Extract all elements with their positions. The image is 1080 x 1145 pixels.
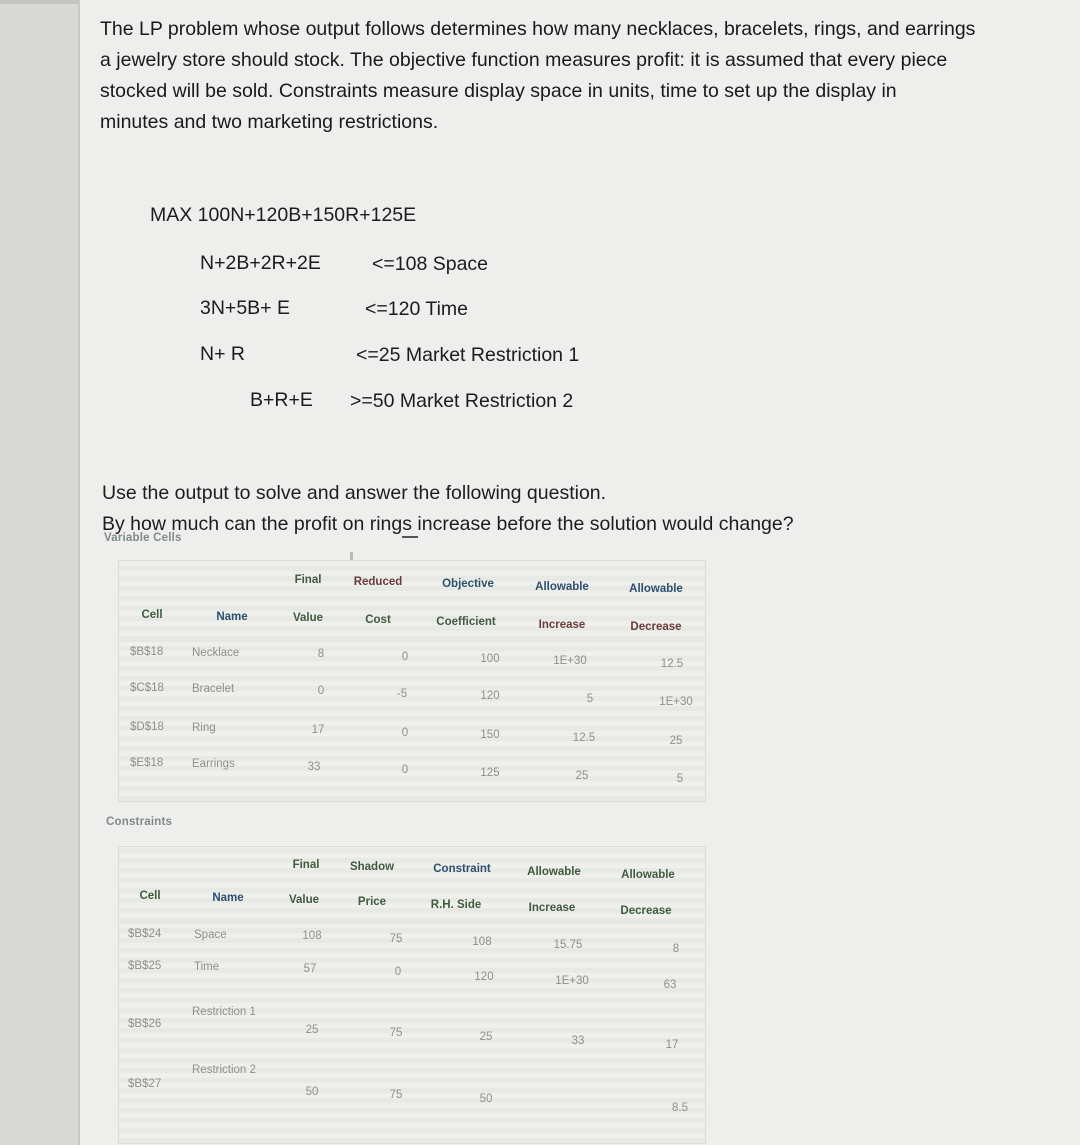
ct-row4-cell: $B$27: [128, 1078, 162, 1090]
vc-row1-name: Necklace: [192, 647, 240, 659]
ct-row1-allow-dec: 8: [672, 943, 680, 955]
ct-row4-final: 50: [305, 1086, 319, 1098]
vc-header-reduced: Reduced: [353, 576, 403, 588]
ct-row2-cell: $B$25: [128, 960, 162, 972]
vc-row4-allow-inc: 25: [575, 770, 589, 782]
vc-header-objective: Objective: [442, 578, 494, 590]
vc-row2-cell: $C$18: [130, 682, 164, 694]
question-instruction: Use the output to solve and answer the following question.: [102, 482, 607, 504]
vc-row2-objective: 120: [480, 690, 500, 702]
ct-row3-cell: $B$26: [128, 1018, 162, 1030]
ct-row4-shadow-price: 75: [389, 1089, 403, 1101]
vc-row2-allow-inc: 5: [586, 693, 594, 705]
vc-header-name: Name: [216, 611, 248, 623]
ct-header-shadow: Shadow: [349, 861, 395, 873]
vc-row3-allow-inc: 12.5: [572, 732, 596, 744]
variable-table-header-rule: [120, 640, 704, 642]
ct-row3-final: 25: [305, 1024, 319, 1036]
vc-row3-final-value: 17: [311, 724, 325, 736]
intro-line-1: The LP problem whose output follows determines how many necklaces, bracelets, rings, and earrings: [100, 18, 976, 40]
constraint-1-rhs: <=108 Space: [372, 253, 489, 275]
ct-row2-name: Time: [194, 961, 220, 973]
ct-header-rh-side: R.H. Side: [430, 899, 482, 911]
vc-header-value: Value: [292, 612, 324, 624]
constraint-3-lhs: N+ R: [200, 343, 245, 365]
constraint-1-lhs: N+2B+2R+2E: [200, 252, 321, 274]
vc-row1-allow-inc: 1E+30: [553, 655, 587, 667]
ct-row2-allow-dec: 63: [663, 979, 677, 991]
ct-header-allowable-dec: Allowable: [621, 869, 675, 881]
constraint-3-rhs: <=25 Market Restriction 1: [356, 344, 580, 366]
vc-row2-reduced-cost: -5: [396, 688, 408, 700]
vc-row4-final-value: 33: [307, 761, 321, 773]
ct-row1-final: 108: [302, 930, 322, 942]
ct-header-name: Name: [212, 892, 244, 904]
ct-header-value: Value: [288, 894, 320, 906]
ct-row4-rh-side: 50: [479, 1093, 493, 1105]
vc-row2-name: Bracelet: [192, 683, 235, 695]
intro-line-3: stocked will be sold. Constraints measure display space in units, time to set up the display in: [100, 80, 897, 102]
constraint-2-rhs: <=120 Time: [365, 298, 468, 320]
constraints-label: Constraints: [106, 816, 173, 828]
vc-row1-final-value: 8: [317, 648, 325, 660]
constraints-table-header-rule: [120, 922, 704, 924]
objective-function: MAX 100N+120B+150R+125E: [150, 204, 417, 226]
ct-row1-cell: $B$24: [128, 928, 162, 940]
vc-header-decrease: Decrease: [630, 621, 682, 633]
ct-row1-shadow-price: 75: [389, 933, 403, 945]
ct-header-cell: Cell: [139, 890, 161, 902]
vc-header-coefficient: Coefficient: [436, 616, 496, 628]
constraints-table: [118, 846, 706, 1144]
constraint-2-lhs: 3N+5B+ E: [200, 297, 290, 319]
constraint-4-rhs: >=50 Market Restriction 2: [350, 390, 574, 412]
vc-header-cost: Cost: [365, 614, 391, 626]
ct-row3-name: Restriction 1: [192, 1006, 256, 1018]
vc-row4-cell: $E$18: [130, 757, 164, 769]
ct-row3-rh-side: 25: [479, 1031, 493, 1043]
vc-row2-allow-dec: 1E+30: [659, 696, 693, 708]
vc-row3-name: Ring: [192, 722, 216, 734]
vc-row1-reduced-cost: 0: [401, 651, 409, 663]
question-block: [102, 478, 794, 540]
ct-row2-rh-side: 120: [474, 971, 494, 983]
vc-row4-objective: 125: [480, 767, 500, 779]
vc-row3-reduced-cost: 0: [401, 727, 409, 739]
vc-header-allowable-dec: Allowable: [629, 583, 683, 595]
vc-row1-allow-dec: 12.5: [660, 658, 684, 670]
ct-row1-rh-side: 108: [472, 936, 492, 948]
ct-row4-name: Restriction 2: [192, 1064, 256, 1076]
vc-row4-name: Earrings: [192, 758, 235, 770]
intro-paragraph: [100, 14, 1000, 138]
vc-row3-objective: 150: [480, 729, 500, 741]
intro-line-2: a jewelry store should stock. The objective function measures profit: it is assumed that every piece: [100, 49, 948, 71]
ct-row2-final: 57: [303, 963, 317, 975]
vc-row4-allow-dec: 5: [676, 773, 684, 785]
vc-row3-allow-dec: 25: [669, 735, 683, 747]
vc-header-increase: Increase: [538, 619, 586, 631]
ct-header-allowable-inc: Allowable: [527, 866, 581, 878]
vc-row1-cell: $B$18: [130, 646, 164, 658]
ct-row3-shadow-price: 75: [389, 1027, 403, 1039]
ct-row2-allow-inc: 1E+30: [555, 975, 589, 987]
ct-row1-name: Space: [194, 929, 227, 941]
vc-row3-cell: $D$18: [130, 721, 164, 733]
ct-row1-allow-inc: 15.75: [553, 939, 583, 951]
ct-header-constraint: Constraint: [433, 863, 491, 875]
vc-row4-reduced-cost: 0: [401, 764, 409, 776]
vc-header-cell: Cell: [141, 609, 163, 621]
question-text: By how much can the profit on rings increase before the solution would change?: [102, 513, 794, 535]
vc-header-allowable-inc: Allowable: [535, 581, 589, 593]
constraint-4-lhs: B+R+E: [250, 389, 313, 411]
ct-row4-allow-dec: 8.5: [672, 1102, 688, 1114]
variable-cells-label: Variable Cells: [104, 532, 182, 544]
vc-row2-final-value: 0: [317, 685, 325, 697]
ct-row3-allow-inc: 33: [571, 1035, 585, 1047]
ct-header-price: Price: [357, 896, 387, 908]
vc-header-final: Final: [294, 574, 322, 586]
text-cursor: [402, 536, 418, 538]
ct-row2-shadow-price: 0: [394, 966, 402, 978]
vc-row1-objective: 100: [480, 653, 500, 665]
ct-header-final: Final: [292, 859, 320, 871]
ct-row3-allow-dec: 17: [665, 1039, 679, 1051]
ct-header-increase: Increase: [528, 902, 576, 914]
intro-line-4: minutes and two marketing restrictions.: [100, 111, 439, 133]
ct-header-decrease: Decrease: [620, 905, 672, 917]
